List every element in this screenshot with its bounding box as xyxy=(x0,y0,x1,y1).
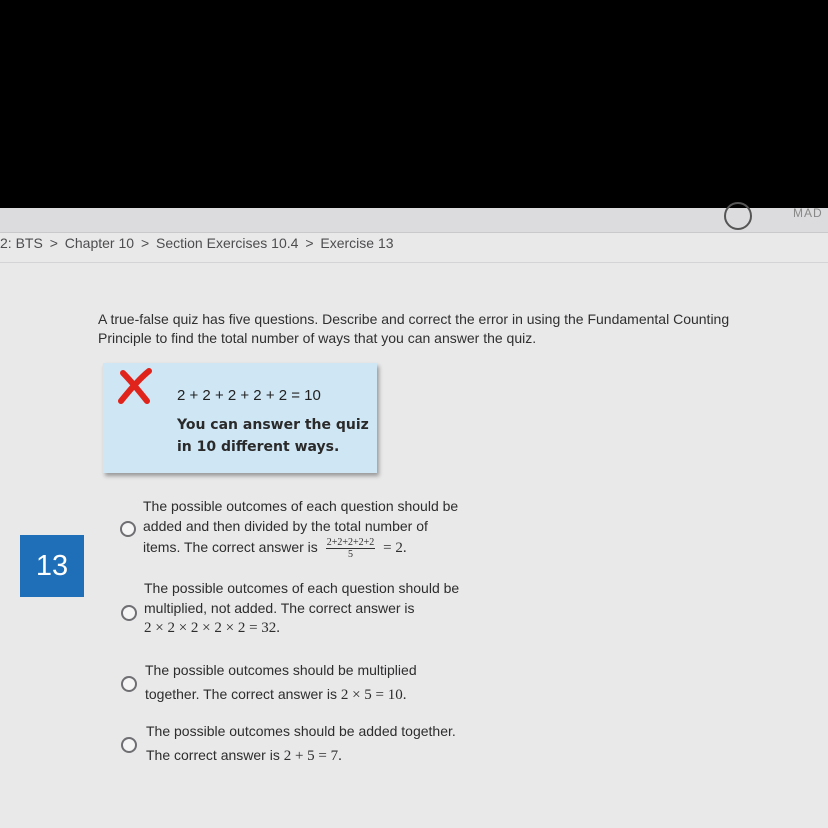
option-line: The possible outcomes should be multiplied xyxy=(145,662,417,678)
option-line: added and then divided by the total number of xyxy=(143,518,428,534)
breadcrumb-separator: > xyxy=(140,235,150,251)
corner-label: MAD xyxy=(793,206,823,220)
question-number-badge: 13 xyxy=(20,535,84,597)
breadcrumb-separator: > xyxy=(305,235,314,251)
option-math: 2 × 5 = 10. xyxy=(340,687,407,703)
top-toolbar xyxy=(0,208,828,233)
question-line: A true-false quiz has five questions. Describe and correct the error in using the Fundamental Counting xyxy=(98,311,730,327)
option-math: 2 + 5 = 7. xyxy=(283,748,342,764)
option-line: The possible outcomes of each question should be xyxy=(144,580,460,596)
option-b-text[interactable] xyxy=(144,578,504,638)
option-line: The possible outcomes should be added together. xyxy=(146,723,456,739)
option-line xyxy=(143,537,503,560)
app-screen xyxy=(0,208,828,828)
error-message xyxy=(177,414,369,458)
breadcrumb-exercise: Exercise 13 xyxy=(320,235,394,251)
option-c-radio[interactable] xyxy=(121,676,137,692)
fraction-numerator: 2+2+2+2+2 xyxy=(326,537,375,548)
option-line: The possible outcomes of each question should be xyxy=(143,498,459,514)
breadcrumb-separator: > xyxy=(49,235,58,251)
option-d-text[interactable] xyxy=(146,719,506,768)
fraction xyxy=(326,537,376,560)
breadcrumb-chapter[interactable]: Chapter 10 xyxy=(64,235,135,251)
error-message-line: You can answer the quiz xyxy=(177,417,369,433)
option-a-radio[interactable] xyxy=(120,521,136,537)
question-line: Principle to find the total number of ways that you can answer the quiz. xyxy=(98,330,537,346)
option-math: 2 × 2 × 2 × 2 × 2 = 32. xyxy=(144,620,281,636)
breadcrumb xyxy=(0,235,397,255)
fraction-denominator: 5 xyxy=(347,549,353,560)
option-line xyxy=(145,682,505,707)
error-example-box xyxy=(103,363,377,473)
divider xyxy=(0,262,828,263)
option-d-radio[interactable] xyxy=(121,737,137,753)
question-prompt xyxy=(98,310,788,348)
red-x-icon xyxy=(115,367,155,407)
next-arrow-icon[interactable] xyxy=(724,202,752,230)
error-message-line: in 10 different ways. xyxy=(177,439,340,455)
option-b-radio[interactable] xyxy=(121,605,137,621)
option-text: together. The correct answer is xyxy=(145,686,337,702)
error-equation: 2 + 2 + 2 + 2 + 2 = 10 xyxy=(177,387,321,404)
option-math: = 2. xyxy=(383,540,407,557)
option-a-text[interactable] xyxy=(143,496,503,560)
option-text: The correct answer is xyxy=(146,747,280,763)
breadcrumb-section[interactable]: Section Exercises 10.4 xyxy=(156,235,299,251)
option-line xyxy=(146,743,506,768)
option-c-text[interactable] xyxy=(145,658,505,707)
option-text: items. The correct answer is xyxy=(143,539,318,556)
breadcrumb-course[interactable]: 2: BTS xyxy=(0,235,43,251)
option-line: multiplied, not added. The correct answer is xyxy=(144,600,415,616)
